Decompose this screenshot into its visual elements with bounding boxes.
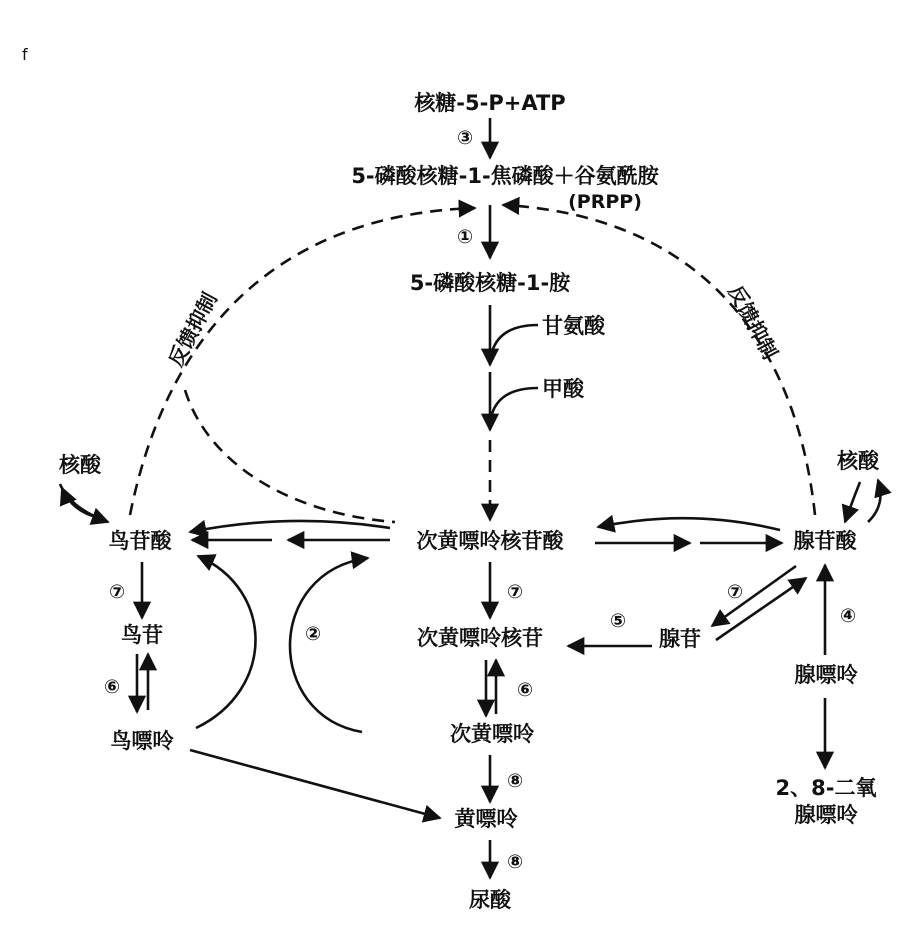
feedback-arc-inner	[185, 390, 395, 522]
feedback-label-left: 反馈抑制	[163, 288, 222, 371]
arrow-imp-to-gmp-upper	[190, 521, 390, 532]
node-glycine: 甘氨酸	[542, 314, 605, 338]
node-hypoxanthine: 次黄嘌呤	[450, 722, 534, 746]
node-nucleic-acid-right: 核酸	[837, 449, 879, 473]
arrow-amp-to-imp	[598, 518, 780, 530]
stray-mark: f	[22, 45, 28, 64]
enzyme-6-left: ⑥	[103, 676, 121, 698]
enzyme-8-upper: ⑧	[506, 770, 524, 792]
feedback-arc-right	[503, 205, 815, 515]
enzyme-8-lower: ⑧	[506, 851, 524, 873]
node-formate: 甲酸	[542, 377, 584, 401]
arrow-nucleic-to-amp	[845, 482, 860, 522]
node-adenosine: 腺苷	[659, 627, 701, 651]
enzyme-6-center: ⑥	[516, 679, 534, 701]
node-inosine: 次黄嘌呤核苷	[417, 626, 543, 650]
node-uric-acid: 尿酸	[469, 888, 511, 912]
enzyme-5: ⑤	[609, 610, 627, 632]
enzyme-7-imp: ⑦	[506, 581, 524, 603]
enzyme-7-gmp: ⑦	[108, 581, 126, 603]
arrow-nucleic-to-gmp	[60, 484, 108, 522]
enzyme-7-amp: ⑦	[726, 581, 744, 603]
arrow-amp-to-nucleic	[868, 480, 880, 522]
node-guanosine: 鸟苷	[121, 623, 163, 647]
node-gmp: 鸟苷酸	[108, 529, 172, 553]
arrow-hypoxanthine-to-imp-salvage	[290, 558, 368, 732]
arrow-gmp-to-nucleic	[62, 488, 100, 518]
arrow-glycine-join	[492, 325, 538, 352]
node-nucleic-acid-left: 核酸	[59, 453, 101, 477]
enzyme-3: ③	[456, 127, 474, 149]
enzyme-1: ①	[456, 226, 474, 248]
enzyme-2: ②	[304, 623, 322, 645]
node-amp: 腺苷酸	[793, 529, 857, 553]
node-dioxy-adenine-line1: 2、8-二氧	[775, 776, 877, 800]
arrow-guanine-to-gmp-salvage	[196, 556, 256, 728]
node-guanine: 鸟嘌呤	[110, 729, 174, 753]
node-ribosylamine: 5-磷酸核糖-1-胺	[409, 271, 571, 295]
node-adenine: 腺嘌呤	[794, 663, 858, 687]
node-imp: 次黄嘌呤核苷酸	[416, 529, 564, 553]
node-prpp-abbr: (PRPP)	[568, 191, 642, 213]
arrow-amp-to-adenosine	[712, 566, 796, 626]
node-xanthine: 黄嘌呤	[454, 807, 518, 831]
arrow-guanine-to-xanthine	[190, 750, 440, 818]
feedback-label-right: 反馈抑制	[723, 281, 783, 363]
node-prpp: 5-磷酸核糖-1-焦磷酸＋谷氨酰胺	[351, 164, 659, 188]
arrow-formate-join	[492, 388, 538, 414]
enzyme-4: ④	[839, 605, 857, 627]
node-dioxy-adenine-line2: 腺嘌呤	[794, 803, 858, 827]
node-ribose-atp: 核糖-5-P+ATP	[414, 91, 566, 115]
